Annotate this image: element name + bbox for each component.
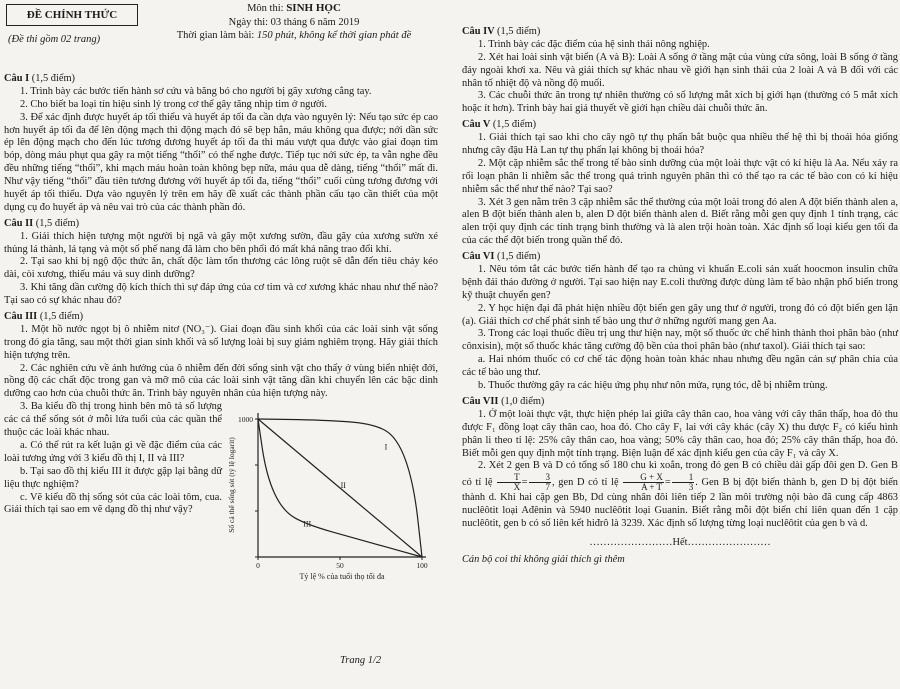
series-label-ii: II	[340, 481, 346, 491]
question-6-item-3: 3. Trong các loại thuốc điều trị ung thư hiện nay, một số thuốc ức chế hình thành thoi phân bào (như cônxisin), một số thuốc khác tăng cường độ bền của thoi phân bào (như taxol). Giải thích tại sao:	[462, 328, 898, 353]
left-column	[4, 0, 438, 623]
question-6-item-3a: a. Hai nhóm thuốc có cơ chế tác động hoàn toàn khác nhau nhưng đều ngăn cản sự phân chia của các tế bào ung thư.	[462, 354, 898, 379]
question-5-item-1: 1. Giải thích tại sao khi cho cây ngô tự thụ phấn bắt buộc qua nhiều thế hệ thì bị thoái hóa giống nhưng cây đậu Hà Lan tự thụ phấn lại không bị thoái hóa?	[462, 132, 898, 157]
ratio-t-over-x	[497, 473, 521, 492]
question-2	[4, 218, 438, 308]
question-5-item-2: 2. Một cặp nhiễm sắc thể trong tế bào sinh dưỡng của một loài thực vật có kí hiệu là Aa. Nếu xảy ra rối loạn phân li nhiễm sắc thể trong quá trình nguyên phân thì có thể tạo ra các tế bào con có kí hiệu nhiễm sắc thể như thế nào? Tại sao?	[462, 157, 898, 195]
exam-date: Ngày thi: 03 tháng 6 năm 2019	[228, 16, 360, 28]
pages-note: (Đề thi gồm 02 trang)	[8, 34, 101, 45]
question-2-item-2: 2. Tại sao khi bị ngộ độc thức ăn, chất độc làm tổn thương các lông ruột sẽ dẫn đến tiêu chảy kéo dài, còi xương, thiếu máu và suy dinh dưỡng?	[4, 256, 438, 281]
question-5	[462, 119, 898, 248]
question-7-item-2: 2. Xét 2 gen B và D có tổng số 180 chu kì xoắn, trong đó gen B có chiều dài gấp đôi gen D. Gen B có tỉ lệ $\frac{T}{X}$ = $\frac{3}{7}$ , gen D có tỉ lệ $\frac{G + X}{A + T}$ = $\frac{1}{3}$ . Gen B bị đột biến thành b, gen D bị đột biến thành d. Khi hai cặp gen Bb, Dd cùng nhân đôi liên tiếp 2 lần môi trường nội bào đã cung cấp 4863 nuclêôtit loại Ađênin và 5940 nuclêôtit loại Guanin. Biết rằng mỗi đột biến chỉ liên quan đến 1 cặp nuclêôtit, gen b có số liên kết hiđrô là 3239. Xác định số lượng từng loại nuclêôtit của gen b và d.	[462, 460, 899, 530]
ratio-1-over-3-denominator: 3	[688, 482, 694, 493]
subject-prefix: Môn thi:	[247, 3, 287, 14]
question-7-points: (1,0 điểm)	[501, 395, 545, 407]
series-label-iii: III	[303, 519, 312, 529]
question-7-item-2-part-a: 2. Xét 2 gen B và D có tổng số 180 chu kì xoắn, trong đó gen B có chiều dài gấp đôi gen D. Gen B có tỉ lệ	[462, 460, 898, 489]
duration-prefix: Thời gian làm bài:	[176, 29, 257, 41]
question-3-item-3c: c. Vẽ kiểu đồ thị sống sót của các loài tôm, cua. Giải thích tại sao em vẽ dạng đồ thị như vậy?	[4, 491, 222, 516]
ratio-3-over-7-numerator: 3	[529, 473, 552, 483]
question-6	[462, 251, 898, 393]
subject: SINH HỌC	[286, 2, 341, 14]
question-5-item-3: 3. Xét 3 gen nằm trên 3 cặp nhiễm sắc thể thường của một loài trong đó alen A đột biến thành alen a, alen B đột biến thành alen b, alen D đột biến thành alen d. Biết rằng mỗi gen quy định 1 tính trạng, các alen trội quy định các tính trạng bình thường và là alen trội hoàn toàn. Xác định số loại kiểu gen tối đa của các thể đột biến trong quần thể đó.	[462, 196, 898, 247]
question-1-item-2: 2. Cho biết ba loại tín hiệu sinh lý trong cơ thể gây tăng nhịp tim ở người.	[20, 98, 327, 110]
question-4-item-1: 1. Trình bày các đặc điểm của hệ sinh thái nông nghiệp.	[478, 38, 710, 50]
question-6-heading	[462, 251, 898, 264]
question-2-item-3: 3. Khi tăng dần cường độ kích thích thì sự đáp ứng của cơ tim và cơ xương khác nhau như thế nào? Tại sao có sự khác nhau đó?	[4, 282, 438, 307]
ratio-t-over-x-denominator: X	[513, 482, 521, 493]
question-7-title: Câu VII	[462, 395, 499, 407]
question-4	[462, 26, 898, 116]
exam-info	[149, 2, 439, 42]
question-7-item-2-part-c: . Gen B bị đột biến thành b, gen D bị đột biến thành d. Khi hai cặp gen Bb, Dd cùng nhân đôi liên tiếp 2 lần môi trường nội bào đã cung cấp 4863 nuclêôtit loại Ađênin và 5940 nuclêôtit loại Guanin. Biết rằng mỗi đột biến chỉ liên quan đến 1 cặp nuclêôtit, gen b có số liên kết hiđrô là 3239. Xác định số lượng từng loại nuclêôtit của gen b và d.	[462, 477, 899, 530]
survivorship-chart	[226, 405, 438, 583]
question-6-item-1: 1. Nêu tóm tắt các bước tiến hành để tạo ra chủng vi khuẩn E.coli sản xuất hoocmon insulin chữa bệnh đái tháo đường ở người. Tại sao hiện nay E.coli thường được dùng làm tế bào nhận phổ biến trong kỹ thuật chuyển gen?	[462, 264, 898, 301]
y-ticks	[238, 415, 258, 557]
question-7-item-1: 1. Ở một loài thực vật, thực hiện phép lai giữa cây thân cao, hoa vàng với cây thân thấp, hoa đỏ thu được F₁ đồng loạt cây thân cao, hoa đỏ. Cho cây F₁ lai với cây khác (cây X) thu được F₂ có kiểu hình phân li theo tỉ lệ: 25% cây thân cao, hoa vàng; 50% cây thân cao, hoa đỏ; 25% cây thân thấp, hoa đỏ. Biết mỗi gen quy định một tính trạng. Biện luận để xác định kiểu gen của cây F₁ và cây X.	[462, 408, 898, 459]
question-6-title: Câu VI	[462, 251, 495, 263]
question-2-heading	[4, 218, 438, 231]
question-3-item-3a: a. Có thể rút ra kết luận gì về đặc điểm của các loài tương ứng với 3 kiểu đồ thị I, II và III?	[4, 439, 222, 464]
x-tick-label: 100	[416, 561, 428, 571]
question-4-item-3: 3. Các chuỗi thức ăn trong tự nhiên thường có số lượng mắt xích bị giới hạn (thường có 5 mắt xích hoặc ít hơn). Trình bày hai giả thuyết về giới hạn chiều dài chuỗi thức ăn.	[462, 90, 898, 115]
question-7-heading	[462, 396, 898, 409]
ratio-3-over-7-denominator: 7	[545, 482, 550, 493]
question-1	[4, 73, 438, 215]
question-3-item-2: 2. Các nghiên cứu về ảnh hưởng của ô nhiễm đến đời sống sinh vật cho thấy ở vùng biển nhiệt đới, nồng độ các chất độc trong gan và mỡ mô của các loài sinh vật tăng dần khi chuyển lên các bậc dinh dưỡng cao hơn của chuỗi thức ăn. Trình bày nguyên nhân của hiện tượng này.	[4, 362, 438, 400]
exam-header	[4, 0, 438, 70]
ratio-3-over-7	[529, 473, 552, 492]
x-tick-label: 0	[256, 561, 260, 571]
question-1-item-1: 1. Trình bày các bước tiến hành sơ cứu và băng bó cho người bị gãy xương cẳng tay.	[20, 85, 372, 97]
question-7-item-2-part-b: , gen D có tỉ lệ	[552, 477, 619, 489]
ratio-1-over-3-numerator: 1	[672, 473, 695, 483]
question-6-points: (1,5 điểm)	[497, 251, 541, 263]
duration: 150 phút, không kể thời gian phát đề	[256, 29, 412, 41]
question-1-points: (1,5 điểm)	[31, 73, 76, 84]
chart-x-label: Tỷ lệ % của tuổi thọ tối đa	[299, 572, 385, 582]
official-exam-badge: ĐỀ CHÍNH THỨC	[6, 4, 138, 26]
question-7	[462, 396, 898, 531]
question-3-points: (1,5 điểm)	[39, 311, 84, 323]
question-4-title: Câu IV	[462, 26, 495, 37]
question-6-item-3b: b. Thuốc thường gây ra các hiệu ứng phụ như nôn mửa, rụng tóc, dễ bị nhiễm trùng.	[478, 380, 828, 392]
right-column	[462, 26, 898, 567]
question-1-heading	[4, 73, 438, 86]
question-1-item-3: 3. Để xác định được huyết áp tối thiểu và huyết áp tối đa cần dựa vào nguyên lý: Nếu tạo sức ép cao hơn huyết áp tối đa để lên động mạch thì động mạch đó sẽ bẹp hẳn, máu không qua được; nới dần sức ép lên động mạch cho đến lúc tương đương huyết áp tối đa thì máu vượt qua được vào giai đoạn tim bóp, dòng máu phụt qua gây ra một tiếng “thổi” có thể nghe được. Tiếp tục nới sức ép, ta vẫn nghe đều đều những tiếng “thổi”, khi mạch máu hoàn toàn không bẹp nữa, máu qua dễ dàng, tiếng “thổi” mất đi. Như vậy tiếng “thổi” đầu tiên tương đương với huyết áp tối đa, tiếng “thổi” cuối cùng tương đương với huyết áp tối thiểu. Dựa vào nguyên lý trên em hãy đề xuất các thành phần cấu tạo cần thiết của một dụng cụ đo huyết áp và nêu vai trò của các thành phần đó.	[4, 111, 438, 213]
question-3-graph-text	[4, 401, 222, 517]
question-3-item-3: 3. Ba kiểu đồ thị trong hình bên mô tả số lượng các cá thể sống sót ở mỗi lứa tuổi của các quần thể thuộc các loài khác nhau.	[4, 401, 222, 439]
question-3	[4, 311, 438, 623]
question-1-title: Câu I	[4, 73, 30, 84]
question-6-item-2: 2. Y học hiện đại đã phát hiện nhiều đột biến gen gây ung thư ở người, trong đó có đột biến gen lặn (a). Giải thích cơ chế phát sinh tế bào ung thư ở những người mang gen Aa.	[462, 302, 898, 327]
x-ticks	[256, 557, 428, 570]
ratio-gx-over-at-numerator: G + X	[623, 473, 664, 483]
question-5-heading	[462, 119, 898, 132]
ratio-gx-over-at	[623, 473, 664, 492]
question-4-points: (1,5 điểm)	[497, 26, 541, 37]
question-4-heading	[462, 26, 898, 39]
ratio-t-over-x-numerator: T	[497, 473, 521, 483]
question-3-item-1: 1. Một hồ nước ngọt bị ô nhiễm nitơ (NO₃⁻). Giai đoạn đầu sinh khối của các loài sinh vật sống trong đó gia tăng, sau một thời gian sinh khối và số lượng loài bị suy giảm nghiêm trọng. Hãy giải thích hiện tượng trên.	[4, 323, 438, 361]
question-4-item-2: 2. Xét hai loài sinh vật biển (A và B): Loài A sống ở tầng mặt của vùng cửa sông, loài B sống ở tầng đáy ngoài khơi xa. Nêu và giải thích sự khác nhau về giới hạn sinh thái của 2 loài A và B đối với các nhân tố nhiệt độ và nồng độ muối.	[462, 51, 898, 89]
chart-y-label: Số cá thể sống sót (tỷ lệ logarit)	[227, 437, 236, 534]
question-3-item-3b: b. Tại sao đồ thị kiểu III ít được gặp lại bằng dữ liệu thực nghiệm?	[4, 465, 222, 490]
question-2-title: Câu II	[4, 217, 34, 229]
question-2-points: (1,5 điểm)	[35, 217, 80, 229]
ratio-1-over-3	[672, 473, 695, 492]
question-3-heading	[4, 311, 438, 324]
page-number: Trang 1/2	[340, 655, 382, 666]
x-tick-label: 50	[336, 561, 344, 571]
y-tick-label: 1000	[238, 415, 253, 425]
question-3-title: Câu III	[4, 311, 38, 323]
question-3-graph-block	[4, 401, 438, 623]
proctor-note: Cán bộ coi thi không giải thích gì thêm	[462, 553, 625, 565]
end-marker: ……………………Hết……………………	[589, 536, 771, 548]
series-label-i: I	[384, 442, 388, 452]
series-lines	[258, 419, 422, 557]
ratio-gx-over-at-denominator: A + T	[641, 482, 662, 493]
question-5-title: Câu V	[462, 119, 491, 131]
question-2-item-1: 1. Giải thích hiện tượng một người bị ngã và gãy một xương sườn, đầu gãy của xương sườn xé thủng lá thành, lá tạng và một số phế nang đã làm cho bên phổi đó mất khả năng trao đổi khí.	[4, 230, 438, 255]
question-5-points: (1,5 điểm)	[492, 119, 537, 131]
